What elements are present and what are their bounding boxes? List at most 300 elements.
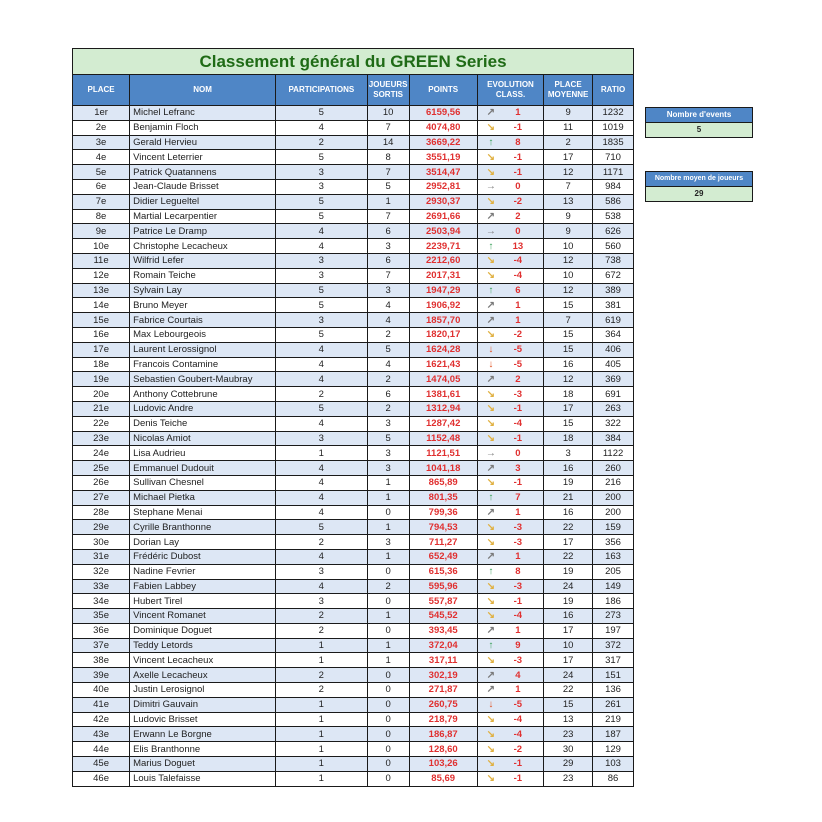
evolution-value: -1 xyxy=(513,403,523,415)
cell-place-moyenne: 9 xyxy=(544,106,593,121)
evolution-value: -4 xyxy=(513,418,523,430)
cell-place: 4e xyxy=(73,150,130,165)
table-row xyxy=(73,461,634,476)
cell-nom: Dominique Doguet xyxy=(130,623,276,638)
up-arrow-icon: ↑ xyxy=(488,640,494,652)
cell-joueurs-sortis: 7 xyxy=(367,268,409,283)
cell-evolution xyxy=(477,520,543,535)
evolution-value: -4 xyxy=(513,728,523,740)
cell-place: 28e xyxy=(73,505,130,520)
cell-place-moyenne: 24 xyxy=(544,579,593,594)
cell-place-moyenne: 29 xyxy=(544,757,593,772)
down-right-arrow-icon: ↘ xyxy=(486,477,496,489)
up-right-arrow-icon: ↗ xyxy=(486,462,496,474)
cell-evolution xyxy=(477,653,543,668)
avg-players-value: 29 xyxy=(646,187,753,202)
up-right-arrow-icon: ↗ xyxy=(486,373,496,385)
cell-place-moyenne: 17 xyxy=(544,150,593,165)
down-right-arrow-icon: ↘ xyxy=(486,432,496,444)
cell-place-moyenne: 22 xyxy=(544,549,593,564)
evolution-value: -4 xyxy=(513,714,523,726)
cell-ratio: 200 xyxy=(593,505,634,520)
cell-nom: Sullivan Chesnel xyxy=(130,475,276,490)
cell-place: 2e xyxy=(73,120,130,135)
cell-joueurs-sortis: 7 xyxy=(367,120,409,135)
cell-ratio: 129 xyxy=(593,742,634,757)
cell-place: 13e xyxy=(73,283,130,298)
evolution-value: -2 xyxy=(513,743,523,755)
evolution-wrap xyxy=(478,402,543,415)
up-arrow-icon: ↑ xyxy=(488,240,494,252)
cell-participations: 2 xyxy=(275,609,367,624)
evolution-value: -1 xyxy=(513,166,523,178)
cell-participations: 4 xyxy=(275,372,367,387)
cell-place: 23e xyxy=(73,431,130,446)
cell-evolution xyxy=(477,135,543,150)
table-row xyxy=(73,327,634,342)
evolution-wrap xyxy=(478,565,543,578)
cell-participations: 2 xyxy=(275,535,367,550)
cell-place: 25e xyxy=(73,461,130,476)
evolution-wrap xyxy=(478,299,543,312)
cell-place: 3e xyxy=(73,135,130,150)
evolution-wrap xyxy=(478,728,543,741)
cell-place: 27e xyxy=(73,490,130,505)
cell-place-moyenne: 19 xyxy=(544,475,593,490)
evolution-value: -2 xyxy=(513,329,523,341)
cell-nom: Michel Lefranc xyxy=(130,106,276,121)
cell-participations: 1 xyxy=(275,446,367,461)
cell-points: 218,79 xyxy=(409,712,477,727)
cell-points: 302,19 xyxy=(409,668,477,683)
evolution-wrap xyxy=(478,536,543,549)
cell-place: 15e xyxy=(73,313,130,328)
cell-participations: 5 xyxy=(275,327,367,342)
evolution-wrap xyxy=(478,166,543,179)
cell-nom: Louis Talefaisse xyxy=(130,771,276,786)
evolution-wrap xyxy=(478,343,543,356)
table-row xyxy=(73,224,634,239)
cell-place: 46e xyxy=(73,771,130,786)
evolution-value: 0 xyxy=(515,447,521,459)
cell-nom: Gerald Hervieu xyxy=(130,135,276,150)
cell-evolution xyxy=(477,253,543,268)
cell-ratio: 691 xyxy=(593,387,634,402)
table-row xyxy=(73,209,634,224)
cell-points: 2952,81 xyxy=(409,179,477,194)
cell-place-moyenne: 22 xyxy=(544,683,593,698)
cell-joueurs-sortis: 3 xyxy=(367,446,409,461)
cell-points: 1381,61 xyxy=(409,387,477,402)
table-row xyxy=(73,712,634,727)
cell-evolution xyxy=(477,771,543,786)
cell-points: 1121,51 xyxy=(409,446,477,461)
cell-ratio: 405 xyxy=(593,357,634,372)
cell-place: 43e xyxy=(73,727,130,742)
evolution-wrap xyxy=(478,151,543,164)
cell-nom: Stephane Menai xyxy=(130,505,276,520)
cell-ratio: 151 xyxy=(593,668,634,683)
table-row xyxy=(73,594,634,609)
cell-evolution xyxy=(477,638,543,653)
cell-participations: 5 xyxy=(275,520,367,535)
cell-joueurs-sortis: 0 xyxy=(367,771,409,786)
cell-ratio: 586 xyxy=(593,194,634,209)
table-row xyxy=(73,283,634,298)
right-arrow-icon: → xyxy=(485,225,496,237)
table-row xyxy=(73,668,634,683)
table-row xyxy=(73,742,634,757)
cell-evolution xyxy=(477,446,543,461)
up-arrow-icon: ↑ xyxy=(488,492,494,504)
evolution-value: -4 xyxy=(513,255,523,267)
cell-evolution xyxy=(477,535,543,550)
cell-evolution xyxy=(477,564,543,579)
up-right-arrow-icon: ↗ xyxy=(486,625,496,637)
cell-participations: 3 xyxy=(275,179,367,194)
evolution-value: 3 xyxy=(515,462,521,474)
table-row xyxy=(73,313,634,328)
cell-ratio: 1171 xyxy=(593,165,634,180)
right-arrow-icon: → xyxy=(485,447,496,459)
cell-evolution xyxy=(477,106,543,121)
cell-place: 1er xyxy=(73,106,130,121)
cell-joueurs-sortis: 0 xyxy=(367,594,409,609)
cell-joueurs-sortis: 5 xyxy=(367,179,409,194)
cell-joueurs-sortis: 4 xyxy=(367,357,409,372)
cell-place: 12e xyxy=(73,268,130,283)
cell-evolution xyxy=(477,727,543,742)
cell-place-moyenne: 16 xyxy=(544,505,593,520)
cell-place-moyenne: 12 xyxy=(544,283,593,298)
cell-nom: Vincent Lecacheux xyxy=(130,653,276,668)
cell-participations: 4 xyxy=(275,549,367,564)
table-row xyxy=(73,357,634,372)
cell-evolution xyxy=(477,327,543,342)
cell-joueurs-sortis: 0 xyxy=(367,727,409,742)
down-right-arrow-icon: ↘ xyxy=(486,773,496,785)
cell-place-moyenne: 19 xyxy=(544,594,593,609)
cell-joueurs-sortis: 1 xyxy=(367,475,409,490)
cell-nom: Nicolas Amiot xyxy=(130,431,276,446)
cell-evolution xyxy=(477,224,543,239)
evolution-value: -3 xyxy=(513,536,523,548)
cell-nom: Fabien Labbey xyxy=(130,579,276,594)
evolution-wrap xyxy=(478,432,543,445)
cell-participations: 4 xyxy=(275,224,367,239)
cell-place: 40e xyxy=(73,683,130,698)
cell-points: 3551,19 xyxy=(409,150,477,165)
table-row xyxy=(73,239,634,254)
table-row xyxy=(73,579,634,594)
evolution-wrap xyxy=(478,683,543,696)
cell-joueurs-sortis: 5 xyxy=(367,431,409,446)
cell-nom: Wilfrid Lefer xyxy=(130,253,276,268)
cell-participations: 4 xyxy=(275,490,367,505)
cell-participations: 4 xyxy=(275,505,367,520)
table-row xyxy=(73,165,634,180)
cell-evolution xyxy=(477,150,543,165)
cell-place-moyenne: 16 xyxy=(544,357,593,372)
evolution-wrap xyxy=(478,550,543,563)
cell-evolution xyxy=(477,283,543,298)
cell-points: 1857,70 xyxy=(409,313,477,328)
cell-place-moyenne: 12 xyxy=(544,372,593,387)
cell-nom: Vincent Leterrier xyxy=(130,150,276,165)
evolution-value: -1 xyxy=(513,432,523,444)
cell-ratio: 149 xyxy=(593,579,634,594)
cell-place: 10e xyxy=(73,239,130,254)
cell-participations: 5 xyxy=(275,209,367,224)
table-row xyxy=(73,609,634,624)
table-row xyxy=(73,771,634,786)
cell-evolution xyxy=(477,712,543,727)
table-row xyxy=(73,475,634,490)
cell-joueurs-sortis: 0 xyxy=(367,757,409,772)
evolution-value: -1 xyxy=(513,758,523,770)
cell-points: 545,52 xyxy=(409,609,477,624)
cell-place-moyenne: 10 xyxy=(544,239,593,254)
cell-place-moyenne: 15 xyxy=(544,697,593,712)
cell-nom: Frédéric Dubost xyxy=(130,549,276,564)
cell-place-moyenne: 3 xyxy=(544,446,593,461)
cell-evolution xyxy=(477,431,543,446)
cell-points: 3669,22 xyxy=(409,135,477,150)
cell-ratio: 322 xyxy=(593,416,634,431)
down-right-arrow-icon: ↘ xyxy=(486,329,496,341)
cell-ratio: 381 xyxy=(593,298,634,313)
cell-ratio: 103 xyxy=(593,757,634,772)
cell-evolution xyxy=(477,549,543,564)
evolution-wrap xyxy=(478,269,543,282)
evolution-wrap xyxy=(478,595,543,608)
evolution-wrap xyxy=(478,254,543,267)
cell-place-moyenne: 18 xyxy=(544,387,593,402)
cell-nom: Romain Teiche xyxy=(130,268,276,283)
cell-nom: Erwann Le Borgne xyxy=(130,727,276,742)
cell-place: 34e xyxy=(73,594,130,609)
cell-joueurs-sortis: 3 xyxy=(367,239,409,254)
evolution-value: -1 xyxy=(513,477,523,489)
evolution-value: -1 xyxy=(513,595,523,607)
cell-joueurs-sortis: 2 xyxy=(367,327,409,342)
cell-joueurs-sortis: 0 xyxy=(367,623,409,638)
cell-participations: 3 xyxy=(275,268,367,283)
table-row xyxy=(73,505,634,520)
cell-place-moyenne: 17 xyxy=(544,623,593,638)
cell-place-moyenne: 10 xyxy=(544,638,593,653)
cell-ratio: 1122 xyxy=(593,446,634,461)
evolution-wrap xyxy=(478,388,543,401)
cell-place: 19e xyxy=(73,372,130,387)
cell-joueurs-sortis: 2 xyxy=(367,579,409,594)
cell-ratio: 372 xyxy=(593,638,634,653)
cell-joueurs-sortis: 4 xyxy=(367,313,409,328)
evolution-wrap xyxy=(478,624,543,637)
cell-place-moyenne: 16 xyxy=(544,609,593,624)
cell-place: 18e xyxy=(73,357,130,372)
cell-points: 2212,60 xyxy=(409,253,477,268)
evolution-value: -3 xyxy=(513,521,523,533)
table-row xyxy=(73,253,634,268)
cell-joueurs-sortis: 0 xyxy=(367,505,409,520)
cell-points: 2017,31 xyxy=(409,268,477,283)
cell-place-moyenne: 10 xyxy=(544,268,593,283)
cell-participations: 3 xyxy=(275,431,367,446)
cell-evolution xyxy=(477,594,543,609)
cell-participations: 5 xyxy=(275,298,367,313)
evolution-value: 8 xyxy=(515,136,521,148)
evolution-value: -1 xyxy=(513,122,523,134)
cell-points: 801,35 xyxy=(409,490,477,505)
cell-place-moyenne: 16 xyxy=(544,461,593,476)
evolution-wrap xyxy=(478,136,543,149)
cell-points: 6159,56 xyxy=(409,106,477,121)
cell-evolution xyxy=(477,357,543,372)
cell-points: 557,87 xyxy=(409,594,477,609)
down-right-arrow-icon: ↘ xyxy=(486,122,496,134)
table-row xyxy=(73,135,634,150)
cell-ratio: 273 xyxy=(593,609,634,624)
cell-place-moyenne: 7 xyxy=(544,313,593,328)
cell-place-moyenne: 21 xyxy=(544,490,593,505)
cell-evolution xyxy=(477,313,543,328)
up-right-arrow-icon: ↗ xyxy=(486,299,496,311)
cell-ratio: 384 xyxy=(593,431,634,446)
evolution-value: -4 xyxy=(513,270,523,282)
cell-ratio: 1019 xyxy=(593,120,634,135)
cell-ratio: 369 xyxy=(593,372,634,387)
down-right-arrow-icon: ↘ xyxy=(486,388,496,400)
up-arrow-icon: ↑ xyxy=(488,136,494,148)
evolution-value: 1 xyxy=(515,506,521,518)
evolution-value: -5 xyxy=(513,344,523,356)
cell-participations: 1 xyxy=(275,712,367,727)
up-arrow-icon: ↑ xyxy=(488,284,494,296)
evolution-value: -3 xyxy=(513,654,523,666)
evolution-value: 6 xyxy=(515,284,521,296)
down-right-arrow-icon: ↘ xyxy=(486,521,496,533)
cell-nom: Emmanuel Dudouit xyxy=(130,461,276,476)
cell-points: 652,49 xyxy=(409,549,477,564)
cell-place: 14e xyxy=(73,298,130,313)
up-right-arrow-icon: ↗ xyxy=(486,210,496,222)
cell-place-moyenne: 17 xyxy=(544,653,593,668)
down-right-arrow-icon: ↘ xyxy=(486,610,496,622)
cell-participations: 4 xyxy=(275,416,367,431)
evolution-wrap xyxy=(478,609,543,622)
cell-place: 29e xyxy=(73,520,130,535)
cell-nom: Sebastien Goubert-Maubray xyxy=(130,372,276,387)
cell-participations: 1 xyxy=(275,771,367,786)
cell-place: 35e xyxy=(73,609,130,624)
cell-points: 711,27 xyxy=(409,535,477,550)
cell-nom: Sylvain Lay xyxy=(130,283,276,298)
evolution-wrap xyxy=(478,580,543,593)
down-right-arrow-icon: ↘ xyxy=(486,728,496,740)
cell-place-moyenne: 30 xyxy=(544,742,593,757)
table-row xyxy=(73,416,634,431)
cell-place: 39e xyxy=(73,668,130,683)
cell-points: 128,60 xyxy=(409,742,477,757)
cell-points: 615,36 xyxy=(409,564,477,579)
down-right-arrow-icon: ↘ xyxy=(486,654,496,666)
cell-participations: 1 xyxy=(275,638,367,653)
cell-points: 186,87 xyxy=(409,727,477,742)
cell-place-moyenne: 13 xyxy=(544,712,593,727)
cell-joueurs-sortis: 0 xyxy=(367,697,409,712)
evolution-value: 1 xyxy=(515,625,521,637)
down-right-arrow-icon: ↘ xyxy=(486,151,496,163)
cell-points: 393,45 xyxy=(409,623,477,638)
table-row xyxy=(73,683,634,698)
cell-evolution xyxy=(477,742,543,757)
cell-joueurs-sortis: 1 xyxy=(367,490,409,505)
cell-participations: 3 xyxy=(275,253,367,268)
evolution-wrap xyxy=(478,772,543,785)
cell-joueurs-sortis: 4 xyxy=(367,298,409,313)
cell-ratio: 187 xyxy=(593,727,634,742)
cell-evolution xyxy=(477,668,543,683)
cell-place-moyenne: 17 xyxy=(544,401,593,416)
cell-participations: 5 xyxy=(275,106,367,121)
evolution-value: 9 xyxy=(515,640,521,652)
cell-nom: Francois Contamine xyxy=(130,357,276,372)
table-row xyxy=(73,564,634,579)
header-evolution-label: EVOLUTION CLASS. xyxy=(487,80,534,99)
cell-place-moyenne: 15 xyxy=(544,416,593,431)
cell-joueurs-sortis: 7 xyxy=(367,209,409,224)
cell-points: 317,11 xyxy=(409,653,477,668)
cell-points: 2239,71 xyxy=(409,239,477,254)
cell-joueurs-sortis: 1 xyxy=(367,549,409,564)
cell-points: 1947,29 xyxy=(409,283,477,298)
cell-participations: 4 xyxy=(275,475,367,490)
ranking-table xyxy=(72,48,634,787)
cell-place: 38e xyxy=(73,653,130,668)
cell-place: 30e xyxy=(73,535,130,550)
evolution-wrap xyxy=(478,328,543,341)
cell-joueurs-sortis: 3 xyxy=(367,461,409,476)
down-arrow-icon: ↓ xyxy=(488,358,494,370)
cell-place-moyenne: 13 xyxy=(544,194,593,209)
cell-joueurs-sortis: 0 xyxy=(367,668,409,683)
cell-place: 21e xyxy=(73,401,130,416)
table-row xyxy=(73,446,634,461)
cell-joueurs-sortis: 3 xyxy=(367,535,409,550)
evolution-wrap xyxy=(478,669,543,682)
cell-nom: Justin Lerosignol xyxy=(130,683,276,698)
cell-place-moyenne: 12 xyxy=(544,253,593,268)
evolution-value: 0 xyxy=(515,181,521,193)
cell-participations: 5 xyxy=(275,194,367,209)
cell-place: 45e xyxy=(73,757,130,772)
evolution-value: 1 xyxy=(515,314,521,326)
cell-evolution xyxy=(477,461,543,476)
cell-joueurs-sortis: 1 xyxy=(367,653,409,668)
evolution-wrap xyxy=(478,195,543,208)
cell-place-moyenne: 18 xyxy=(544,431,593,446)
cell-nom: Fabrice Courtais xyxy=(130,313,276,328)
up-right-arrow-icon: ↗ xyxy=(486,314,496,326)
cell-place: 36e xyxy=(73,623,130,638)
cell-joueurs-sortis: 0 xyxy=(367,683,409,698)
header-place-moyenne-label: PLACE MOYENNE xyxy=(547,80,589,99)
cell-place: 11e xyxy=(73,253,130,268)
table-row xyxy=(73,757,634,772)
cell-joueurs-sortis: 10 xyxy=(367,106,409,121)
cell-points: 85,69 xyxy=(409,771,477,786)
